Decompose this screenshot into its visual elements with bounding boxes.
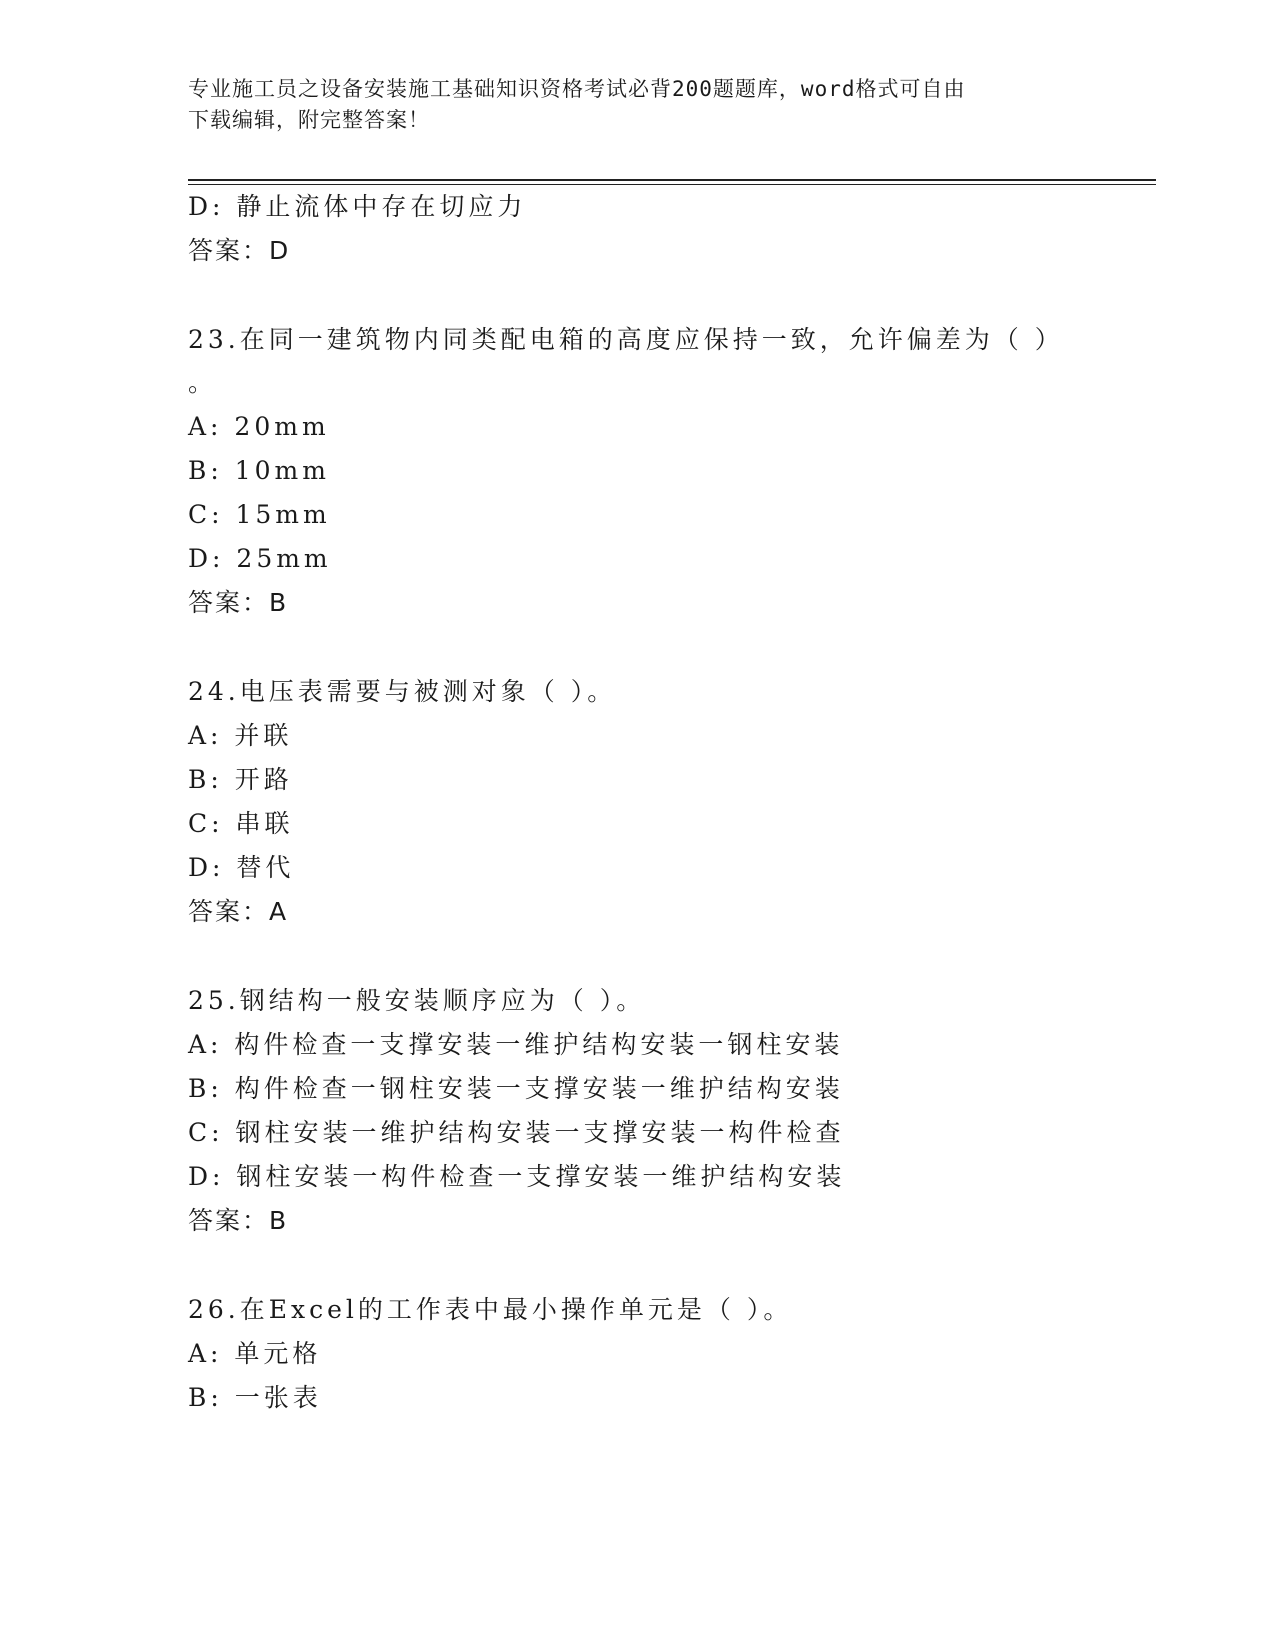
q23-option-c: C: 15mm <box>188 500 331 529</box>
header-divider-thin <box>188 184 1156 185</box>
q26-question: 26.在Excel的工作表中最小操作单元是（ ）。 <box>188 1295 793 1324</box>
q23-question: 23.在同一建筑物内同类配电箱的高度应保持一致，允许偏差为（ ） <box>188 325 1064 354</box>
q26-option-a: A: 单元格 <box>188 1339 322 1368</box>
q25-answer: 答案：B <box>188 1206 289 1235</box>
header-line-1: 专业施工员之设备安装施工基础知识资格考试必背200题题库，word格式可自由 <box>188 77 966 101</box>
q23-question-cont: 。 <box>188 368 218 397</box>
q22-option-d: D: 静止流体中存在切应力 <box>188 192 527 221</box>
header-divider-thick <box>188 179 1156 181</box>
q23-answer: 答案：B <box>188 588 289 617</box>
q24-answer: 答案：A <box>188 897 289 926</box>
q23-option-a: A: 20mm <box>188 412 330 441</box>
q24-question: 24.电压表需要与被测对象（ ）。 <box>188 677 617 706</box>
q25-question: 25.钢结构一般安装顺序应为（ ）。 <box>188 986 646 1015</box>
q25-option-a: A: 构件检查一支撑安装一维护结构安装一钢柱安装 <box>188 1030 844 1059</box>
q26-option-b: B: 一张表 <box>188 1383 322 1412</box>
q25-option-b: B: 构件检查一钢柱安装一支撑安装一维护结构安装 <box>188 1074 844 1103</box>
q25-option-c: C: 钢柱安装一维护结构安装一支撑安装一构件检查 <box>188 1118 845 1147</box>
document-header <box>188 74 1088 136</box>
q23-option-d: D: 25mm <box>188 544 332 573</box>
q22-answer: 答案：D <box>188 236 291 265</box>
q24-option-b: B: 开路 <box>188 765 293 794</box>
q23-option-b: B: 10mm <box>188 456 330 485</box>
q25-option-d: D: 钢柱安装一构件检查一支撑安装一维护结构安装 <box>188 1162 846 1191</box>
header-line-2: 下载编辑，附完整答案！ <box>188 108 430 132</box>
q24-option-c: C: 串联 <box>188 809 294 838</box>
q24-option-d: D: 替代 <box>188 853 295 882</box>
q24-option-a: A: 并联 <box>188 721 293 750</box>
